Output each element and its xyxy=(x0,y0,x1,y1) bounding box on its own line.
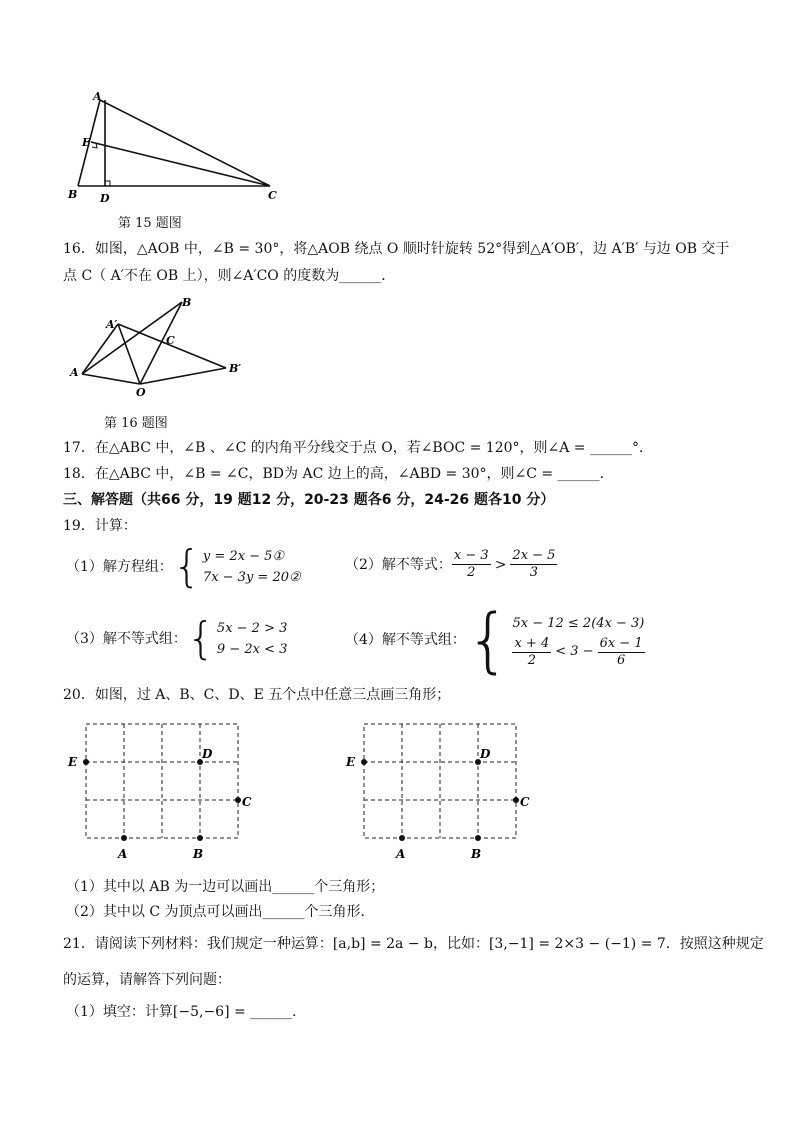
fig15-label-c: C xyxy=(268,189,277,202)
section-3-heading: 三、解答题（共66 分，19 题12 分，20-23 题各6 分，24-26 题各10 分） xyxy=(63,492,555,508)
q19-p2-left-num: x − 3 xyxy=(453,548,489,563)
fig15-label-b: B xyxy=(68,188,78,201)
q19-p2-right-num: 2x − 5 xyxy=(512,548,556,563)
q19-p4-frac2 xyxy=(598,636,645,669)
q19-p1-eq2: 7x − 3y = 20② xyxy=(202,570,301,585)
q19-p4-den2: 6 xyxy=(616,652,626,668)
fig16-label-b1: B′ xyxy=(229,362,242,375)
grid-left-label-d: D xyxy=(202,747,213,761)
fig15-label-a: A xyxy=(93,90,102,103)
grid-left-label-b: B xyxy=(193,847,204,861)
fig16-label-a1: A′ xyxy=(106,318,118,331)
q19-part3 xyxy=(66,613,288,664)
fig16-label-c: C xyxy=(166,334,175,347)
fig16-caption: 第 16 题图 xyxy=(104,416,168,431)
q19-part1 xyxy=(66,541,301,592)
q19-p2-right-fraction xyxy=(510,548,557,581)
q19-p1-label: （1）解方程组： xyxy=(66,559,173,575)
grid-left-label-c: C xyxy=(242,795,252,809)
grid-right-label-e: E xyxy=(346,755,356,769)
q19-p4-frac1 xyxy=(512,636,551,669)
figure-15 xyxy=(60,88,290,208)
fig16-label-a: A xyxy=(70,366,79,379)
q21-part1: （1）填空：计算[−5,−6] = ______． xyxy=(66,1004,307,1020)
q19-p4-den1: 2 xyxy=(527,652,536,668)
q16-line2: 点 C（ A′不在 OB 上），则∠A′CO 的度数为______． xyxy=(63,268,396,284)
grid-right-label-a: A xyxy=(396,847,406,861)
q20-part1: （1）其中以 AB 为一边可以画出______个三角形； xyxy=(66,879,385,895)
q19-p4-eq2 xyxy=(512,636,644,669)
q19-p2-op: > xyxy=(494,556,507,573)
q20-part2: （2）其中以 C 为顶点可以画出______个三角形． xyxy=(66,904,375,920)
brace-icon: { xyxy=(186,613,215,664)
figure-16 xyxy=(66,292,256,397)
q19-p2-label: （2）解不等式： xyxy=(345,556,452,573)
q20-grid-right xyxy=(340,718,540,866)
q19-p4-label: （4）解不等式组： xyxy=(345,632,466,648)
q19-p3-system xyxy=(186,613,288,664)
q19-p4-mid: < 3 − xyxy=(555,644,594,659)
fig16-label-o: O xyxy=(136,386,146,397)
q21-line2: 的运算，请解答下列问题： xyxy=(63,972,231,988)
q19-p3-eq1: 5x − 2 > 3 xyxy=(216,621,288,636)
q19-p4-num2: 6x − 1 xyxy=(599,635,643,651)
q19-p1-system xyxy=(172,541,301,592)
q19-part2 xyxy=(345,548,557,581)
q19-title: 19．计算： xyxy=(63,518,137,534)
fig15-label-d: D xyxy=(100,192,110,205)
q19-p3-label: （3）解不等式组： xyxy=(66,631,187,647)
grid-right-label-d: D xyxy=(480,747,491,761)
q19-p1-eq1: y = 2x − 5① xyxy=(202,549,285,564)
q19-p4-system xyxy=(465,599,645,681)
grid-left-label-a: A xyxy=(118,847,128,861)
grid-left-label-e: E xyxy=(68,755,78,769)
q16-line1: 16．如图，△AOB 中，∠B = 30°，将△AOB 绕点 O 顺时针旋转 52°得到△A′OB′，边 A′B′ 与边 OB 交于 xyxy=(63,241,730,257)
q17: 17．在△ABC 中，∠B 、∠C 的内角平分线交于点 O，若∠BOC = 120°，则∠A = ______°． xyxy=(63,440,653,456)
q19-part4 xyxy=(345,599,645,681)
q19-p4-num1: x + 4 xyxy=(514,635,550,651)
q18: 18．在△ABC 中，∠B = ∠C，BD为 AC 边上的高，∠ABD = 30°，则∠C = ______． xyxy=(63,466,614,482)
brace-icon: { xyxy=(465,599,511,681)
q20-grid-left xyxy=(62,718,262,866)
q21-line1: 21．请阅读下列材料：我们规定一种运算：[a,b] = 2a − b，比如：[3,−1] = 2×3 − (−1) = 7．按照这种规定 xyxy=(63,936,764,952)
fig15-label-e: E xyxy=(82,136,91,149)
grid-right-label-b: B xyxy=(471,847,482,861)
q19-p2-left-den: 2 xyxy=(467,565,476,580)
brace-icon: { xyxy=(172,541,201,592)
q20-title: 20．如图，过 A、B、C、D、E 五个点中任意三点画三角形； xyxy=(63,687,451,703)
fig16-label-b: B xyxy=(182,296,192,309)
q19-p2-right-den: 3 xyxy=(529,565,539,580)
q19-p2-left-fraction xyxy=(452,548,491,581)
q19-p3-eq2: 9 − 2x < 3 xyxy=(216,642,288,657)
q19-p4-eq1: 5x − 12 ≤ 2(4x − 3) xyxy=(512,615,645,631)
grid-right-label-c: C xyxy=(520,795,530,809)
fig15-caption: 第 15 题图 xyxy=(118,216,182,231)
